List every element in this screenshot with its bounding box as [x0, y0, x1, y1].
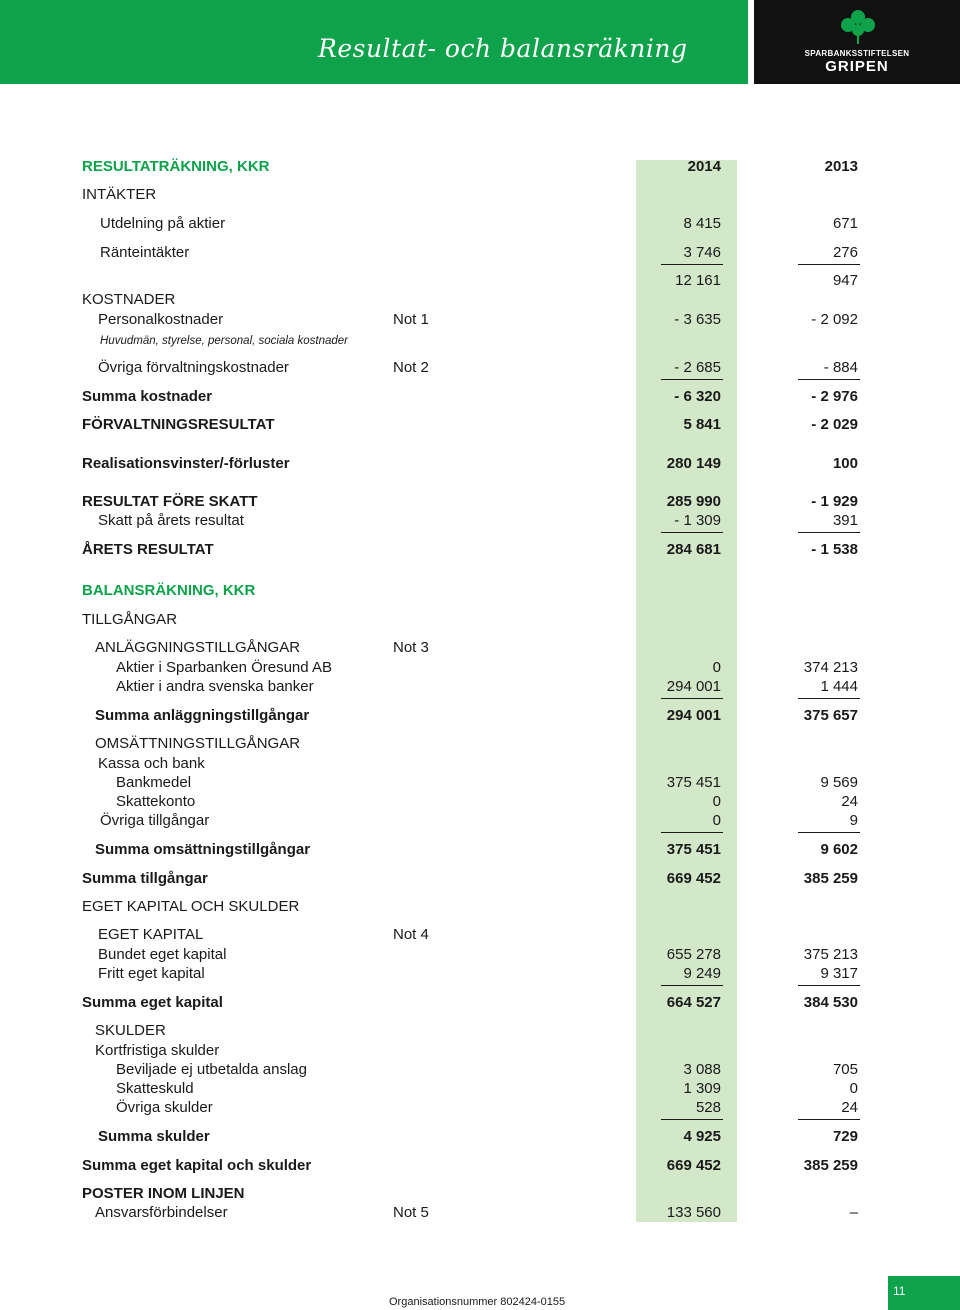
row-label: SKULDER	[95, 1022, 166, 1039]
value-2014: 4 925	[683, 1128, 721, 1145]
value-2013: 375 213	[803, 946, 858, 963]
value-2014: - 1 309	[674, 512, 721, 529]
value-2014: 0	[712, 793, 721, 810]
row-label: Skatteskuld	[116, 1080, 194, 1097]
underline	[798, 532, 860, 533]
row-label: Summa eget kapital	[82, 994, 223, 1011]
value-2013: 729	[832, 1128, 858, 1145]
value-2014: 280 149	[666, 455, 721, 472]
value-2013: 385 259	[803, 1157, 858, 1174]
underline	[661, 832, 723, 833]
value-2014: 669 452	[666, 1157, 721, 1174]
clover-logo-icon	[836, 8, 880, 46]
underline	[798, 698, 860, 699]
row-label: RESULTAT FÖRE SKATT	[82, 493, 258, 510]
row-label: Ansvarsförbindelser	[95, 1204, 228, 1221]
underline	[798, 379, 860, 380]
note-ref: Not 5	[393, 1204, 429, 1221]
value-2014: 375 451	[666, 774, 721, 791]
value-2014: - 2 685	[674, 359, 721, 376]
value-2014: 664 527	[666, 994, 721, 1011]
org-number: Organisationsnummer 802424-0155	[389, 1296, 566, 1308]
row-label: Summa eget kapital och skulder	[82, 1157, 312, 1174]
row-label: OMSÄTTNINGSTILLGÅNGAR	[95, 735, 301, 752]
underline	[798, 832, 860, 833]
value-2014: - 6 320	[674, 388, 721, 405]
row-label: Bundet eget kapital	[98, 946, 227, 963]
row-label: FÖRVALTNINGSRESULTAT	[82, 416, 275, 433]
underline	[661, 985, 723, 986]
row-label: EGET KAPITAL	[98, 926, 204, 943]
row-label: Övriga tillgångar	[100, 812, 210, 829]
value-2013: –	[849, 1204, 858, 1221]
row-label: Summa skulder	[98, 1128, 210, 1145]
underline	[661, 1119, 723, 1120]
row-label: Beviljade ej utbetalda anslag	[116, 1061, 307, 1078]
intakter-label: INTÄKTER	[82, 186, 157, 203]
row-label: Övriga förvaltningskostnader	[98, 359, 289, 376]
row-label: Summa tillgångar	[82, 870, 208, 887]
value-2013: 374 213	[803, 659, 858, 676]
row-label: ANLÄGGNINGSTILLGÅNGAR	[95, 639, 301, 656]
row-label: Aktier i Sparbanken Öresund AB	[116, 659, 332, 676]
value-2014: 294 001	[666, 707, 721, 724]
logo-text-line1: SPARBANKSSTIFTELSEN	[804, 49, 910, 58]
page-number-box	[888, 1276, 960, 1310]
value-2013: 0	[849, 1080, 858, 1097]
value-2013: 1 444	[820, 678, 858, 695]
note-ref: Not 1	[393, 311, 429, 328]
tillgangar-label: TILLGÅNGAR	[82, 611, 178, 628]
underline	[661, 379, 723, 380]
underline	[661, 264, 723, 265]
value-2014: - 3 635	[674, 311, 721, 328]
row-label: Kortfristiga skulder	[95, 1042, 220, 1059]
value-2014: 3 088	[683, 1061, 721, 1078]
row-label: Realisationsvinster/-förluster	[82, 455, 290, 472]
row-label: ÅRETS RESULTAT	[82, 541, 214, 558]
value-2014: 528	[695, 1099, 721, 1116]
value-2014: 9 249	[683, 965, 721, 982]
value-2014: 0	[712, 812, 721, 829]
value-2014: 8 415	[683, 215, 721, 232]
row-label: Personalkostnader	[98, 311, 224, 328]
value-2014: 285 990	[666, 493, 721, 510]
row-sublabel: Huvudmän, styrelse, personal, sociala kostnader	[100, 335, 349, 347]
balance-heading: BALANSRÄKNING, KKR	[82, 582, 256, 599]
underline	[661, 532, 723, 533]
value-2014: 294 001	[666, 678, 721, 695]
logo-text-line2: GRIPEN	[825, 58, 889, 75]
value-2013: - 2 092	[811, 311, 858, 328]
row-label: Kassa och bank	[98, 755, 205, 772]
value-2014: 0	[712, 659, 721, 676]
value-2013: - 1 929	[811, 493, 858, 510]
value-2014: 669 452	[666, 870, 721, 887]
row-label: Summa omsättningstillgångar	[95, 841, 311, 858]
value-2013: 384 530	[803, 994, 858, 1011]
row-label: Övriga skulder	[116, 1099, 213, 1116]
value-2013: - 1 538	[811, 541, 858, 558]
value-2013: 276	[832, 244, 858, 261]
note-ref: Not 2	[393, 359, 429, 376]
page-title: Resultat- och balansräkning	[318, 34, 688, 63]
value-2014: 375 451	[666, 841, 721, 858]
page-number: 11	[893, 1284, 906, 1298]
value-2014: 1 309	[683, 1080, 721, 1097]
income-heading: RESULTATRÄKNING, KKR	[82, 158, 270, 175]
value-2013: - 2 976	[811, 388, 858, 405]
row-label: Aktier i andra svenska banker	[116, 678, 314, 695]
value-2013: - 2 029	[811, 416, 858, 433]
row-label: Summa anläggningstillgångar	[95, 707, 310, 724]
note-ref: Not 4	[393, 926, 429, 943]
value-2013: 9 602	[820, 841, 858, 858]
value-2014: 133 560	[666, 1204, 721, 1221]
value-2014: 3 746	[683, 244, 721, 261]
value-2014: 5 841	[683, 416, 721, 433]
value-2013: 947	[832, 272, 858, 289]
note-ref: Not 3	[393, 639, 429, 656]
value-2013: - 884	[823, 359, 858, 376]
row-label: Bankmedel	[116, 774, 192, 791]
value-2014: 12 161	[675, 272, 721, 289]
value-2014: 284 681	[666, 541, 721, 558]
value-2013: 671	[832, 215, 858, 232]
logo	[748, 0, 960, 84]
value-2013: 375 657	[803, 707, 858, 724]
value-2013: 385 259	[803, 870, 858, 887]
underline	[798, 1119, 860, 1120]
value-2013: 9	[849, 812, 858, 829]
row-label: EGET KAPITAL OCH SKULDER	[82, 898, 300, 915]
value-2013: 9 569	[820, 774, 858, 791]
value-2013: 705	[832, 1061, 858, 1078]
underline	[798, 264, 860, 265]
col-header-2013: 2013	[824, 158, 858, 175]
row-label: Fritt eget kapital	[98, 965, 205, 982]
row-label: Skatt på årets resultat	[98, 512, 244, 529]
header-bar	[0, 0, 748, 84]
value-2014: 655 278	[666, 946, 721, 963]
row-label: Ränteintäkter	[100, 244, 190, 261]
row-label: Skattekonto	[116, 793, 196, 810]
col-header-2014: 2014	[687, 158, 721, 175]
underline	[798, 985, 860, 986]
value-2013: 100	[832, 455, 858, 472]
value-2013: 24	[841, 793, 858, 810]
row-label: Utdelning på aktier	[100, 215, 226, 232]
row-label: Summa kostnader	[82, 388, 213, 405]
value-2013: 24	[841, 1099, 858, 1116]
value-2013: 9 317	[820, 965, 858, 982]
kostnader-label: KOSTNADER	[82, 291, 176, 308]
value-2013: 391	[832, 512, 858, 529]
underline	[661, 698, 723, 699]
row-label: POSTER INOM LINJEN	[82, 1185, 245, 1202]
